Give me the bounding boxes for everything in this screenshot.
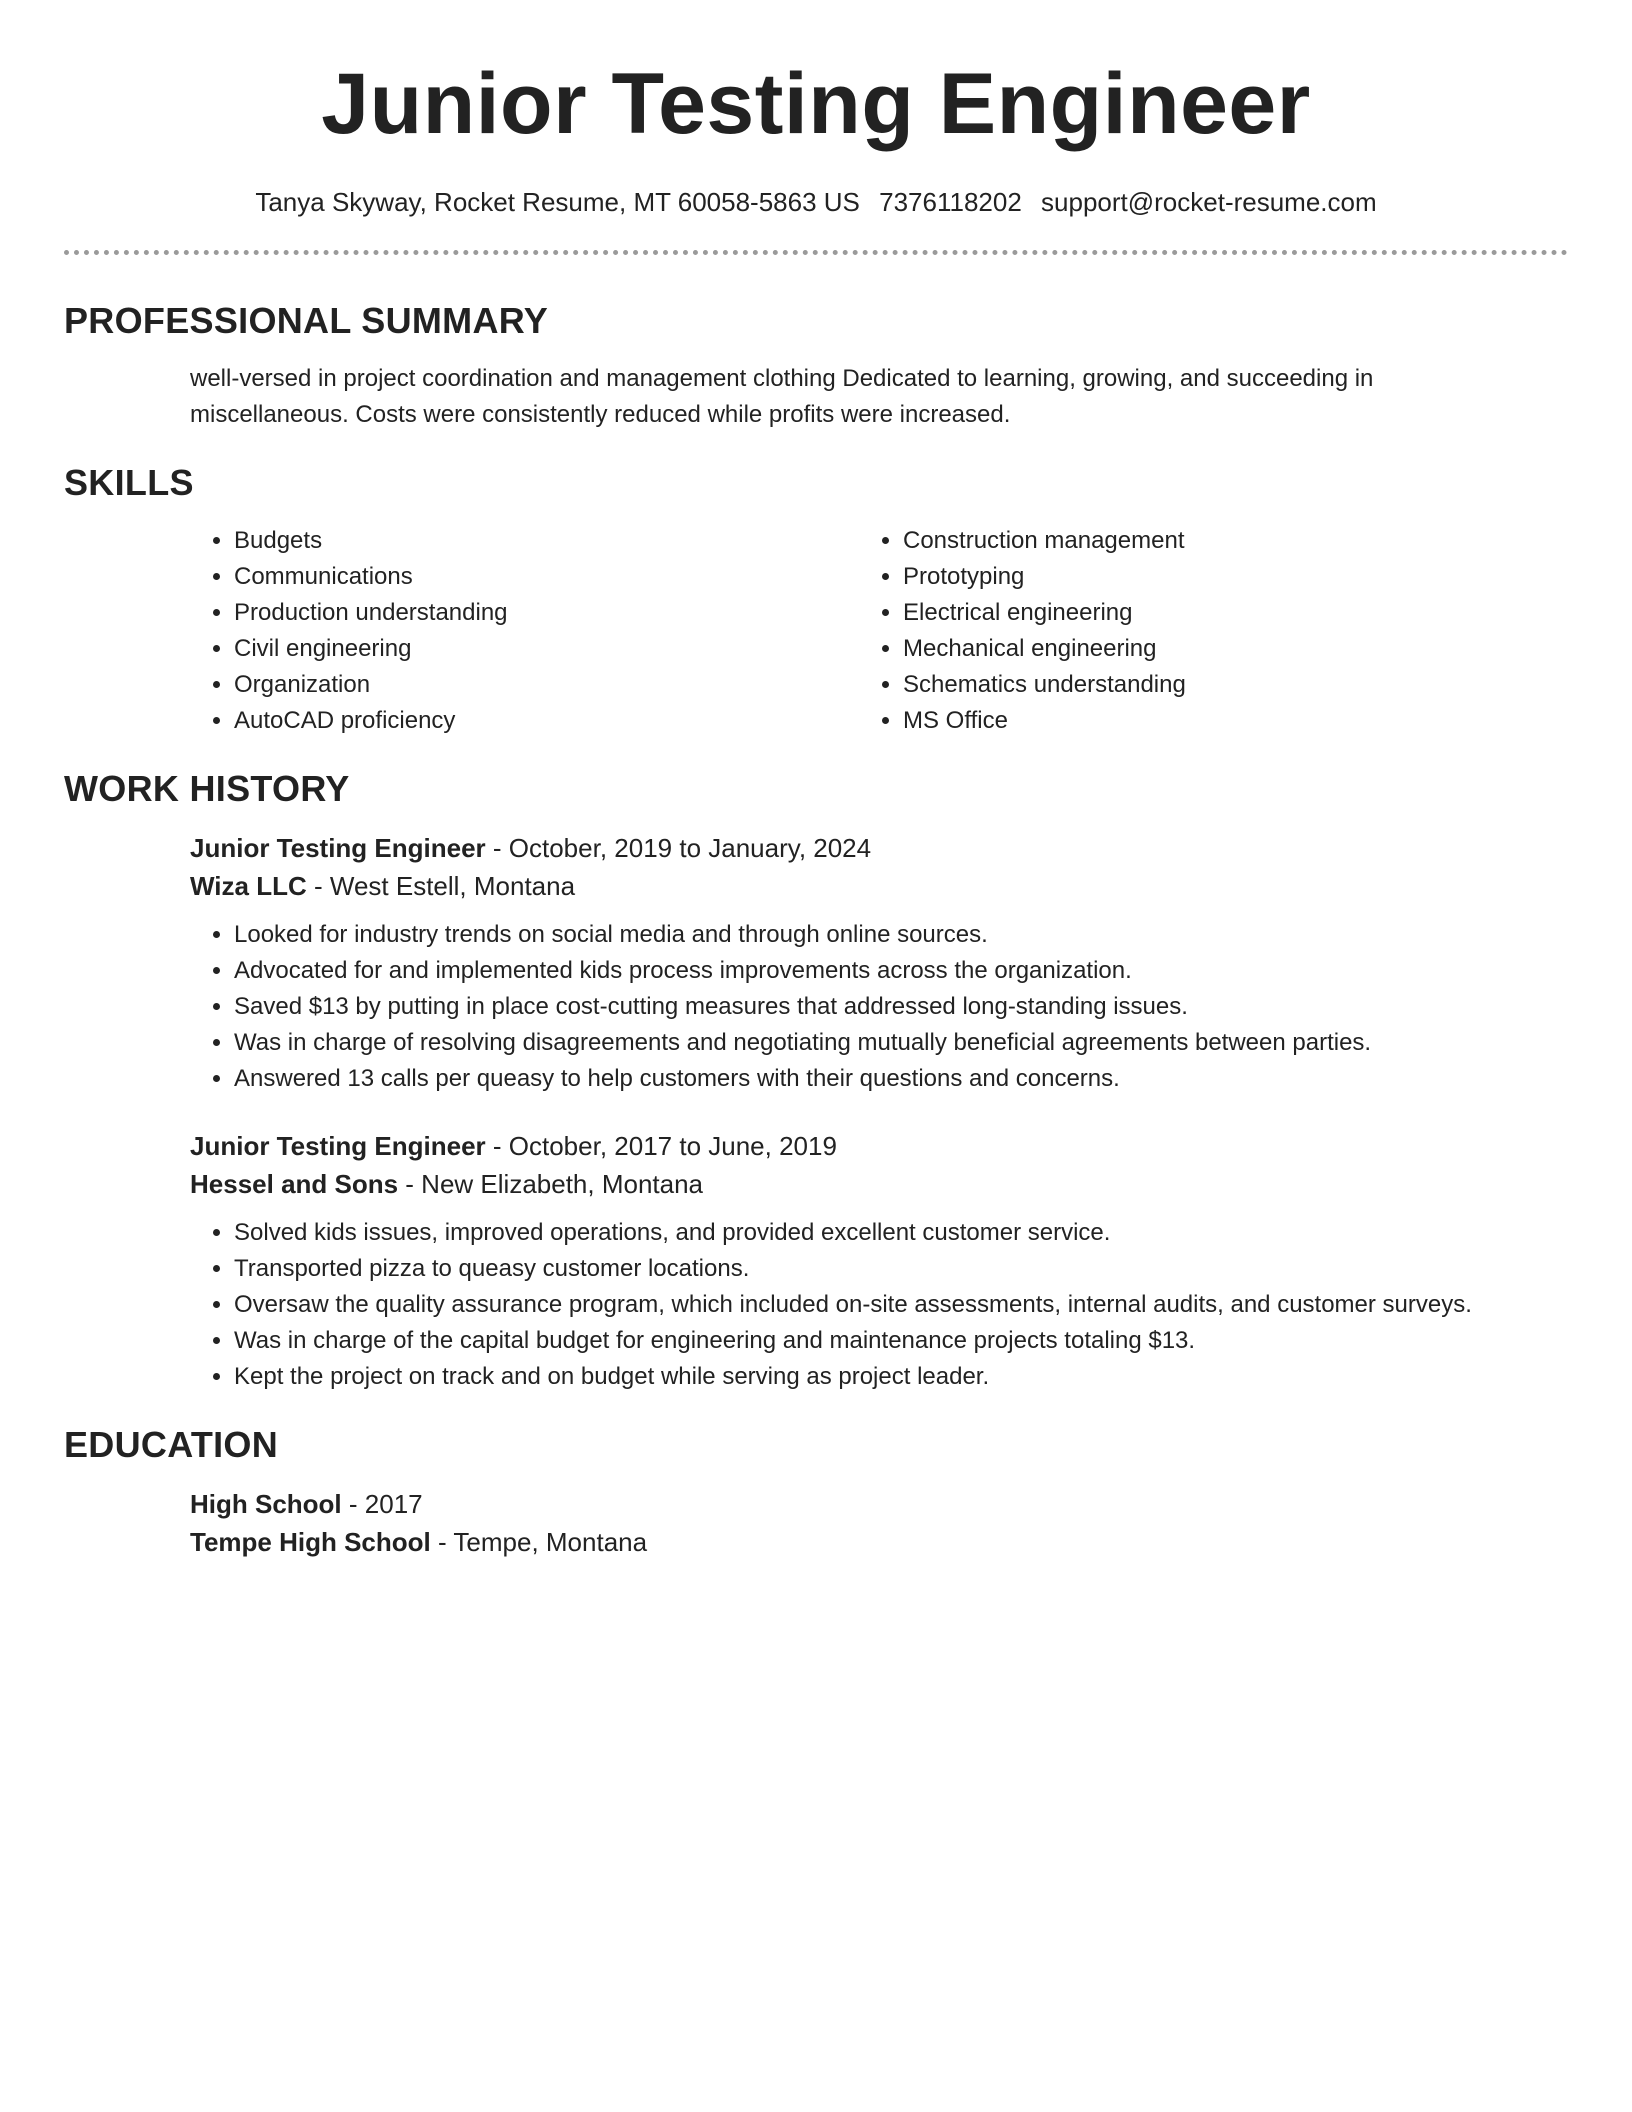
job-location: - West Estell, Montana bbox=[306, 871, 576, 901]
skill-item: • MS Office bbox=[903, 703, 1528, 739]
job-company-line bbox=[190, 1165, 1528, 1203]
skill-item: • Budgets bbox=[234, 523, 859, 559]
skill-item: • Schematics understanding bbox=[903, 667, 1528, 703]
skill-item: • Communications bbox=[234, 559, 859, 595]
summary-text: well-versed in project coordination and management clothing Dedicated to learning, growing, and succeeding in miscellaneous. Costs were consistently reduced while profits were increased. bbox=[190, 365, 1374, 428]
job-bullet: • Was in charge of the capital budget for engineering and maintenance projects totaling $13. bbox=[234, 1323, 1528, 1359]
job-entry bbox=[190, 829, 1528, 1097]
contact-email: support@rocket-resume.com bbox=[1041, 187, 1377, 217]
skill-item: • Electrical engineering bbox=[903, 595, 1528, 631]
job-title-line bbox=[190, 1127, 1528, 1165]
header-divider bbox=[64, 250, 1568, 255]
job-title-line bbox=[190, 829, 1528, 867]
job-bullet: • Answered 13 calls per queasy to help customers with their questions and concerns. bbox=[234, 1061, 1528, 1097]
job-bullets bbox=[190, 917, 1528, 1097]
education-degree-line bbox=[190, 1485, 1528, 1523]
summary-body bbox=[190, 361, 1528, 433]
education-heading: EDUCATION bbox=[64, 1424, 279, 1465]
job-bullet: • Kept the project on track and on budget while serving as project leader. bbox=[234, 1359, 1528, 1395]
job-bullet: • Transported pizza to queasy customer locations. bbox=[234, 1251, 1528, 1287]
skill-item: • Organization bbox=[234, 667, 859, 703]
skill-item: • Construction management bbox=[903, 523, 1528, 559]
job-bullet: • Was in charge of resolving disagreements and negotiating mutually beneficial agreements between parties. bbox=[234, 1025, 1528, 1061]
skills-section bbox=[64, 461, 1568, 739]
skill-item: • Production understanding bbox=[234, 595, 859, 631]
job-role: Junior Testing Engineer bbox=[190, 1131, 486, 1161]
skill-item: • AutoCAD proficiency bbox=[234, 703, 859, 739]
education-location: - Tempe, Montana bbox=[430, 1527, 648, 1557]
education-entry bbox=[190, 1485, 1528, 1561]
skills-grid bbox=[190, 523, 1528, 739]
job-company: Wiza LLC bbox=[190, 871, 307, 901]
education-school: Tempe High School bbox=[190, 1527, 431, 1557]
job-dates: - October, 2017 to June, 2019 bbox=[485, 1131, 837, 1161]
job-bullet: • Saved $13 by putting in place cost-cutting measures that addressed long-standing issues. bbox=[234, 989, 1528, 1025]
education-section bbox=[64, 1423, 1568, 1561]
skills-list-left bbox=[190, 523, 859, 739]
resume-header bbox=[64, 0, 1568, 220]
job-dates: - October, 2019 to January, 2024 bbox=[485, 833, 872, 863]
work-heading: WORK HISTORY bbox=[64, 768, 350, 809]
candidate-name: Junior Testing Engineer bbox=[321, 56, 1311, 152]
education-year: - 2017 bbox=[341, 1489, 423, 1519]
job-bullet: • Looked for industry trends on social media and through online sources. bbox=[234, 917, 1528, 953]
work-section bbox=[64, 767, 1568, 1395]
summary-heading: PROFESSIONAL SUMMARY bbox=[64, 300, 549, 341]
contact-phone: 7376118202 bbox=[879, 187, 1022, 217]
job-company: Hessel and Sons bbox=[190, 1169, 399, 1199]
job-entry bbox=[190, 1127, 1528, 1395]
education-school-line bbox=[190, 1523, 1528, 1561]
skill-item: • Mechanical engineering bbox=[903, 631, 1528, 667]
contact-address: Tanya Skyway, Rocket Resume, MT 60058-5863 US bbox=[255, 187, 860, 217]
job-location: - New Elizabeth, Montana bbox=[398, 1169, 704, 1199]
skill-item: • Civil engineering bbox=[234, 631, 859, 667]
skill-item: • Prototyping bbox=[903, 559, 1528, 595]
skills-heading: SKILLS bbox=[64, 462, 194, 503]
education-degree: High School bbox=[190, 1489, 342, 1519]
contact-line bbox=[64, 184, 1568, 220]
job-company-line bbox=[190, 867, 1528, 905]
job-bullets bbox=[190, 1215, 1528, 1395]
job-bullet: • Oversaw the quality assurance program, which included on-site assessments, internal audits, and customer surveys. bbox=[234, 1287, 1528, 1323]
summary-section bbox=[64, 299, 1568, 433]
skills-list-right bbox=[859, 523, 1528, 739]
job-role: Junior Testing Engineer bbox=[190, 833, 486, 863]
job-bullet: • Solved kids issues, improved operations, and provided excellent customer service. bbox=[234, 1215, 1528, 1251]
job-bullet: • Advocated for and implemented kids process improvements across the organization. bbox=[234, 953, 1528, 989]
